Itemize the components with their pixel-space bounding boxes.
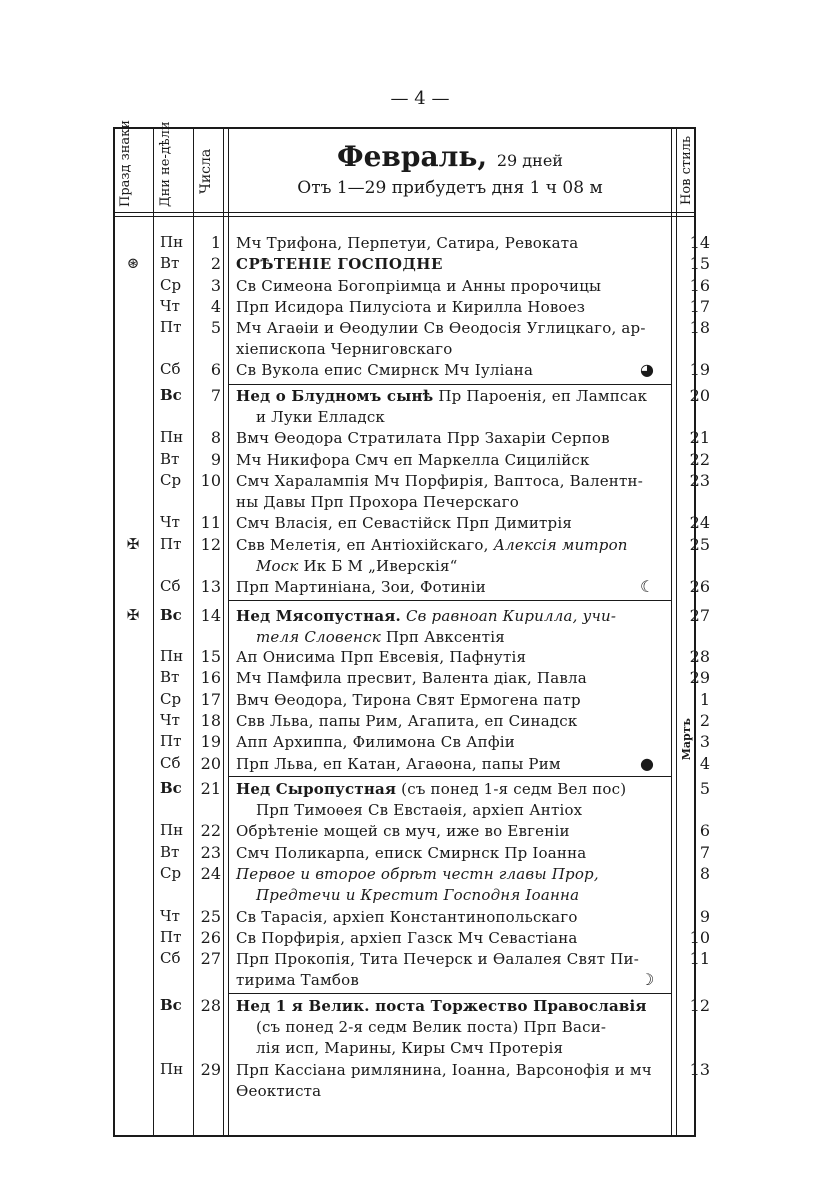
header-rule xyxy=(113,212,696,213)
day-number: 20 xyxy=(200,754,221,773)
event-text: Св Симеона Богопріимца и Анны пророчицы xyxy=(236,277,602,295)
event-text-cont: ны Давы Прп Прохора Печерскаго xyxy=(236,493,519,511)
new-style-date: 5 xyxy=(699,779,710,798)
event-text: Прп Исидора Пилусіота и Кирилла Новоез xyxy=(236,298,586,316)
new-style-date: 4 xyxy=(699,754,710,773)
new-style-date: 2 xyxy=(699,711,710,730)
new-style-date: 10 xyxy=(689,928,710,947)
weekday: Чт xyxy=(160,297,180,315)
week-separator xyxy=(228,384,671,385)
day-number: 9 xyxy=(210,450,221,469)
new-style-date: 11 xyxy=(689,949,710,968)
event-text: Прп Мартиніана, Зои, Фотиніи xyxy=(236,578,486,596)
weekday: Пн xyxy=(160,428,184,446)
day-number: 5 xyxy=(210,318,221,337)
day-number: 23 xyxy=(200,843,221,862)
event-text: Ап Онисима Прп Евсевія, Пафнутія xyxy=(236,648,527,666)
month-title xyxy=(232,140,668,173)
day-number: 27 xyxy=(200,949,221,968)
header-rule xyxy=(113,216,696,217)
weekday: Вс xyxy=(160,779,182,797)
new-style-date: 15 xyxy=(689,254,710,273)
event-text: Смч Власія, еп Севастійск Прп Димитрія xyxy=(236,514,573,532)
weekday: Пт xyxy=(160,732,182,750)
event-text: СРѢТЕНІЕ ГОСПОДНЕ xyxy=(236,255,443,273)
event-text: Прп Кассіана римлянина, Іоанна, Варсонофія и мч xyxy=(236,1061,652,1079)
day-number: 4 xyxy=(210,297,221,316)
weekday: Вт xyxy=(160,843,180,861)
day-number: 12 xyxy=(200,535,221,554)
weekday: Вс xyxy=(160,386,182,404)
weekday: Пт xyxy=(160,318,182,336)
day-number: 29 xyxy=(200,1060,221,1079)
event-text: Прп Прокопія, Тита Печерск и Ѳалалея Свят Пи- xyxy=(236,950,639,968)
new-style-date: 6 xyxy=(699,821,710,840)
event-text-cont: Прп Тимоѳея Св Евстаѳія, архіеп Антіох xyxy=(256,801,583,819)
weekday: Вт xyxy=(160,668,180,686)
moon-phase-icon: ◕ xyxy=(640,360,654,379)
event-text-cont: тирима Тамбов xyxy=(236,971,359,989)
col-divider xyxy=(193,127,194,1137)
event-text: Св Тарасія, архіеп Константинопольскаго xyxy=(236,908,578,926)
page-number: — 4 — xyxy=(390,88,450,109)
weekday: Ср xyxy=(160,864,182,882)
weekday: Вт xyxy=(160,254,180,272)
new-style-date: 1 xyxy=(699,690,710,709)
new-style-date: 3 xyxy=(699,732,710,751)
event-text: Нед Мясопустная. Св равноап Кирилла, учи- xyxy=(236,607,617,625)
week-separator xyxy=(228,776,671,777)
holiday-symbol: ✠ xyxy=(126,606,140,624)
weekday: Сб xyxy=(160,754,181,772)
day-number: 7 xyxy=(210,386,221,405)
weekday: Вт xyxy=(160,450,180,468)
weekday: Ср xyxy=(160,471,182,489)
weekday: Сб xyxy=(160,577,181,595)
month-subtitle: Отъ 1—29 прибудетъ дня 1 ч 08 м xyxy=(297,178,603,198)
day-number: 24 xyxy=(200,864,221,883)
holiday-symbol: ✠ xyxy=(126,535,140,553)
weekday: Ср xyxy=(160,690,182,708)
moon-phase-icon: ● xyxy=(640,754,654,773)
weekday: Сб xyxy=(160,949,181,967)
new-style-date: 19 xyxy=(689,360,710,379)
month-days: 29 дней xyxy=(496,151,563,170)
day-number: 2 xyxy=(210,254,221,273)
event-text-cont: хіепископа Черниговскаго xyxy=(236,340,453,358)
day-number: 28 xyxy=(200,996,221,1015)
event-text-cont: и Луки Елладск xyxy=(256,408,386,426)
day-number: 1 xyxy=(210,233,221,252)
event-text-cont: Предтечи и Крестит Господня Іоанна xyxy=(256,886,580,904)
day-number: 22 xyxy=(200,821,221,840)
event-text: Свв Льва, папы Рим, Агапита, еп Синадск xyxy=(236,712,578,730)
date-col-header: Числа xyxy=(198,148,214,194)
holiday-col-header: Празд знаки xyxy=(118,120,133,207)
new-style-date: 13 xyxy=(689,1060,710,1079)
day-number: 17 xyxy=(200,690,221,709)
weekday: Ср xyxy=(160,276,182,294)
new-style-date: 22 xyxy=(689,450,710,469)
day-number: 11 xyxy=(200,513,221,532)
weekday: Пн xyxy=(160,647,184,665)
event-text: Мч Трифона, Перпетуи, Сатира, Ревоката xyxy=(236,234,579,252)
day-number: 26 xyxy=(200,928,221,947)
day-number: 14 xyxy=(200,606,221,625)
day-number: 3 xyxy=(210,276,221,295)
event-text: Смч Харалампія Мч Порфирія, Ваптоса, Валентн- xyxy=(236,472,643,490)
col-divider xyxy=(223,127,224,1137)
event-text: Св Вукола епис Смирнск Мч Іуліана xyxy=(236,361,534,379)
weekday: Вс xyxy=(160,606,182,624)
new-style-date: 21 xyxy=(689,428,710,447)
weekday: Чт xyxy=(160,711,180,729)
weekday: Пн xyxy=(160,821,184,839)
weekday: Пт xyxy=(160,535,182,553)
weekday: Вс xyxy=(160,996,182,1014)
event-text: Св Порфирія, архіеп Газск Мч Севастіана xyxy=(236,929,578,947)
col-divider xyxy=(228,127,229,1137)
event-text-cont: лія исп, Марины, Киры Смч Протерія xyxy=(256,1039,564,1057)
new-style-date: 29 xyxy=(689,668,710,687)
new-style-date: 12 xyxy=(689,996,710,1015)
day-number: 15 xyxy=(200,647,221,666)
new-style-date: 18 xyxy=(689,318,710,337)
weekday: Пн xyxy=(160,1060,184,1078)
weekday: Чт xyxy=(160,513,180,531)
event-text: Мч Памфила пресвит, Валента діак, Павла xyxy=(236,669,587,687)
new-style-date: 24 xyxy=(689,513,710,532)
new-style-date: 17 xyxy=(689,297,710,316)
weekday: Чт xyxy=(160,907,180,925)
weekday: Пн xyxy=(160,233,184,251)
new-style-date: 9 xyxy=(699,907,710,926)
event-text: Свв Мелетія, еп Антіохійскаго, Алексія митроп xyxy=(236,536,628,554)
event-text: Мч Агаѳіи и Ѳеодулии Св Ѳеодосія Углицкаго, ар- xyxy=(236,319,646,337)
event-text: Апп Архиппа, Филимона Св Апфіи xyxy=(236,733,515,751)
event-text: Мч Никифора Смч еп Маркелла Сицилійск xyxy=(236,451,590,469)
weekday: Пт xyxy=(160,928,182,946)
week-separator xyxy=(228,993,671,994)
event-text: Вмч Ѳеодора, Тирона Свят Ермогена патр xyxy=(236,691,581,709)
event-text-cont: теля Словенск Прп Авксентія xyxy=(256,628,505,646)
new-style-date: 8 xyxy=(699,864,710,883)
event-text: Нед 1 я Велик. поста Торжество Православія xyxy=(236,997,647,1015)
moon-phase-icon: ☾ xyxy=(640,577,655,596)
event-text-cont: Моск Ик Б М „Иверскія“ xyxy=(256,557,458,575)
event-text-cont: Ѳеоктиста xyxy=(236,1082,322,1100)
event-text: Обрѣтеніе мощей св муч, иже во Евгеніи xyxy=(236,822,570,840)
day-number: 6 xyxy=(210,360,221,379)
day-number: 19 xyxy=(200,732,221,751)
new-style-date: 7 xyxy=(699,843,710,862)
weekday: Сб xyxy=(160,360,181,378)
day-number: 13 xyxy=(200,577,221,596)
event-text: Смч Поликарпа, еписк Смирнск Пр Іоанна xyxy=(236,844,587,862)
event-text: Нед Сыропустная (съ понед 1-я седм Вел пос) xyxy=(236,780,627,798)
day-number: 10 xyxy=(200,471,221,490)
day-number: 21 xyxy=(200,779,221,798)
new-style-date: 28 xyxy=(689,647,710,666)
day-number: 16 xyxy=(200,668,221,687)
day-number: 8 xyxy=(210,428,221,447)
moon-phase-icon: ☽ xyxy=(640,970,655,989)
march-label: Мартъ xyxy=(680,718,693,761)
new-style-date: 14 xyxy=(689,233,710,252)
new-style-date: 23 xyxy=(689,471,710,490)
col-divider xyxy=(153,127,154,1137)
newstyle-col-header: Нов стиль xyxy=(679,135,694,205)
event-text: Первое и второе обрѣт честн главы Прор, xyxy=(236,865,599,883)
event-text: Нед о Блудномъ сынѣ Пр Пароенія, еп Лампсак xyxy=(236,387,648,405)
day-number: 25 xyxy=(200,907,221,926)
week-separator xyxy=(228,600,671,601)
month-name: Февраль, xyxy=(337,140,488,173)
event-text-cont: (съ понед 2-я седм Велик поста) Прп Васи- xyxy=(256,1018,607,1036)
new-style-date: 20 xyxy=(689,386,710,405)
new-style-date: 16 xyxy=(689,276,710,295)
day-number: 18 xyxy=(200,711,221,730)
event-text: Вмч Ѳеодора Стратилата Прр Захаріи Серпов xyxy=(236,429,610,447)
event-text: Прп Льва, еп Катан, Агаѳона, папы Рим xyxy=(236,755,561,773)
new-style-date: 27 xyxy=(689,606,710,625)
new-style-date: 26 xyxy=(689,577,710,596)
new-style-date: 25 xyxy=(689,535,710,554)
holiday-symbol: ⊛ xyxy=(126,254,140,272)
weekday-col-header: Дни не-дѣли xyxy=(158,121,173,207)
